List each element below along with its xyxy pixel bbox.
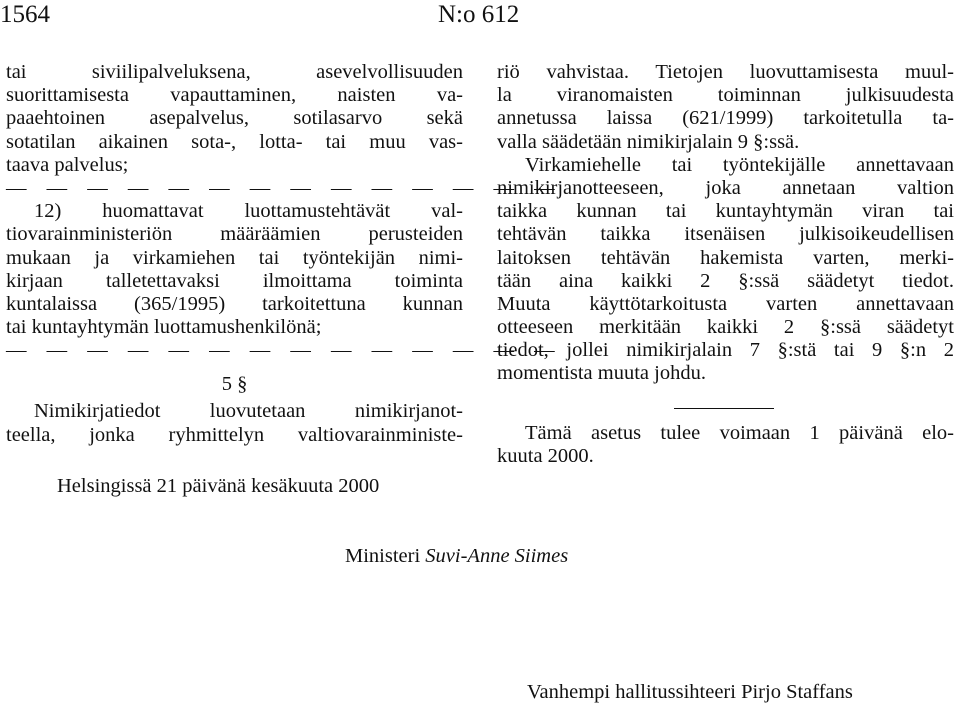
text-line: tai siviilipalveluksena, asevelvollisuuden [6, 61, 463, 83]
text-line: riö vahvistaa. Tietojen luovuttamisesta muul- [497, 61, 954, 83]
minister-signature [345, 543, 568, 569]
text-line: tiovarainministeriön määräämien perusteiden [6, 223, 463, 246]
text-line: Muuta käyttötarkoitusta varten annettavaan [497, 292, 954, 315]
text-line: taikka kunnan tai kuntayhtymän viran tai [497, 200, 954, 223]
text-line: kuuta 2000. [497, 444, 594, 467]
secretary-signature: Vanhempi hallitussihteeri Pirjo Staffans [527, 681, 853, 703]
minister-name: Suvi-Anne Siimes [425, 545, 569, 567]
right-column [497, 61, 954, 468]
text-line: otteeseen merkitään kaikki 2 §:ssä säädetyt [497, 316, 954, 339]
text-line: sotatilan aikainen sota-, lotta- tai muu vas- [6, 130, 463, 153]
text-line: kuntalaissa (365/1995) tarkoitettuna kunnan [6, 292, 463, 315]
text-line: annetussa laissa (621/1999) tarkoitetulla ta- [497, 107, 954, 130]
text-line: laitoksen tehtävän hakemista varten, merki- [497, 246, 954, 269]
omission-dashes: — — — — — — — — — — — — — — [6, 176, 563, 199]
text-line: tään aina kaikki 2 §:ssä säädetyt tiedot. [497, 269, 954, 292]
text-line: teella, jonka ryhmittelyn valtiovarainministe- [6, 423, 463, 446]
section-divider [497, 386, 954, 422]
text-line: Virkamiehelle tai työntekijälle annettavaan [525, 153, 954, 176]
text-line: suorittamisesta vapauttaminen, naisten va- [6, 84, 463, 107]
section-heading: 5 § [221, 373, 248, 396]
minister-title: Ministeri [345, 545, 421, 567]
left-column [6, 61, 563, 447]
text-line: tiedot, jollei nimikirjalain 7 §:stä tai 9 §:n 2 [497, 339, 954, 362]
text-line: mukaan ja virkamiehen tai työntekijän nimi- [6, 246, 463, 269]
text-line: nimikirjanotteeseen, joka annetaan valtion [497, 176, 954, 199]
text-line: paaehtoinen asepalvelus, sotilasarvo sekä [6, 107, 463, 130]
issue-number: N:o 612 [438, 1, 520, 28]
divider-rule [674, 408, 774, 409]
text-line: momentista muuta johdu. [497, 362, 706, 385]
text-line: Tämä asetus tulee voimaan 1 päivänä elo- [525, 421, 954, 444]
text-line: kirjaan talletettavaksi ilmoittama toiminta [6, 269, 463, 292]
signing-place-date: Helsingissä 21 päivänä kesäkuuta 2000 [57, 475, 380, 497]
text-line: la viranomaisten toiminnan julkisuudesta [497, 84, 954, 107]
text-line: tehtävän taikka itsenäisen julkisoikeudellisen [497, 223, 954, 246]
omission-dashes: — — — — — — — — — — — — — — [6, 339, 563, 362]
text-line: tai kuntayhtymän luottamushenkilönä; [6, 316, 322, 339]
text-line: Nimikirjatiedot luovutetaan nimikirjanot- [34, 400, 463, 423]
text-line: taava palvelus; [6, 153, 129, 176]
text-line: valla säädetään nimikirjalain 9 §:ssä. [497, 130, 800, 153]
text-line: 12) huomattavat luottamustehtävät val- [34, 200, 463, 223]
page-number: 1564 [0, 1, 50, 28]
